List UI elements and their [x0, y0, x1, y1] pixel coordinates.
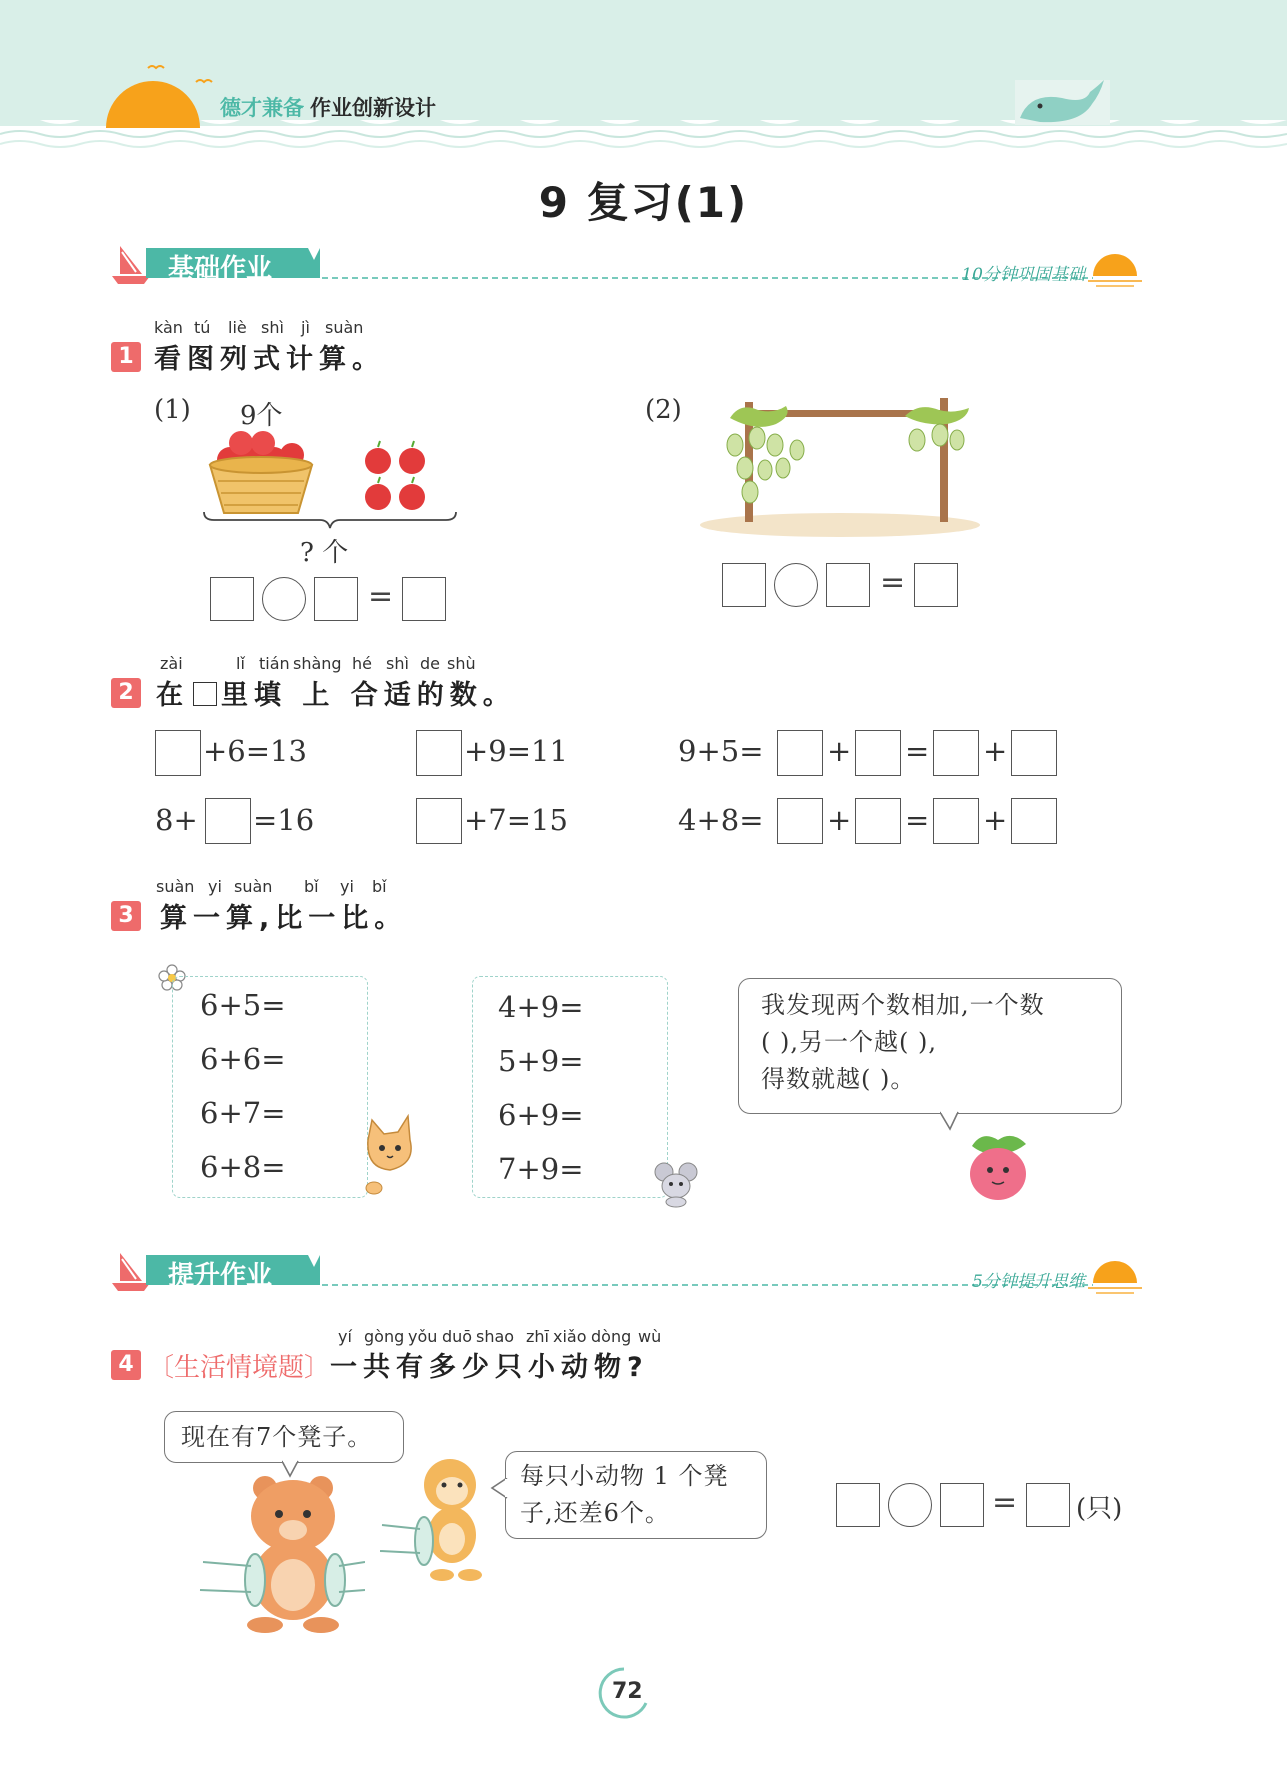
answer-box[interactable]: [836, 1483, 880, 1527]
question-number: 3: [111, 901, 141, 931]
equals-sign: =: [880, 565, 906, 600]
pinyin-syllable: zhī: [526, 1327, 549, 1346]
equation-text: 8+: [155, 803, 198, 837]
pinyin-syllable: zài: [160, 654, 183, 673]
answer-box[interactable]: [155, 730, 201, 776]
pinyin-syllable: dòng: [591, 1327, 632, 1346]
question-text-before: 在: [156, 680, 189, 711]
pinyin-syllable: lǐ: [236, 654, 245, 673]
radish-character-icon: [962, 1128, 1036, 1206]
brand-green-text: 德才兼备: [220, 96, 304, 120]
pinyin-syllable: tián: [259, 654, 290, 673]
answer-box[interactable]: [933, 798, 979, 844]
apples-total-question: ? 个: [300, 538, 349, 568]
mouse-icon: [652, 1160, 700, 1208]
answer-box[interactable]: [1026, 1483, 1070, 1527]
equation-text: 6+8=: [200, 1150, 286, 1184]
bear-with-stools-illustration: [195, 1470, 365, 1635]
answer-box[interactable]: [722, 563, 766, 607]
equation-text: =16: [253, 803, 315, 837]
answer-box[interactable]: [940, 1483, 984, 1527]
answer-box[interactable]: [855, 798, 901, 844]
equals-sign: =: [905, 803, 930, 837]
q2-pinyin: [160, 654, 520, 674]
section-note-basic: 10分钟巩固基础: [961, 265, 1085, 285]
stool-icon: [380, 1517, 433, 1565]
bubble-line: 我发现两个数相加,一个数: [761, 991, 1045, 1019]
bubble-line: 子,还差6个。: [520, 1499, 670, 1527]
pinyin-syllable: gòng: [364, 1327, 405, 1346]
question-number: 4: [111, 1350, 141, 1380]
answer-box[interactable]: [416, 798, 462, 844]
equation-text: 6+6=: [200, 1042, 286, 1076]
pinyin-syllable: hé: [352, 654, 372, 673]
question-text: 算一算,比一比。: [160, 903, 408, 934]
basket-icon: [210, 431, 312, 513]
page-header: [0, 0, 1287, 150]
bubble-line: ( ),另一个越( ),: [761, 1028, 937, 1056]
pinyin-syllable: liè: [228, 318, 247, 337]
equals-sign: =: [368, 579, 394, 614]
question-tag: 〔生活情境题〕: [148, 1353, 331, 1383]
question-text-after: 里填 上 合适的数。: [221, 680, 516, 711]
kitten-icon: [360, 1110, 418, 1200]
speech-bubble-bear: [164, 1411, 404, 1463]
bubble-line: 得数就越( )。: [761, 1065, 916, 1093]
answer-box[interactable]: [933, 730, 979, 776]
pinyin-syllable: xiǎo: [553, 1327, 587, 1346]
operator-circle[interactable]: [262, 577, 306, 621]
plus-sign: +: [827, 734, 852, 768]
answer-box[interactable]: [777, 798, 823, 844]
pinyin-syllable: suàn: [325, 318, 364, 337]
equals-sign: =: [905, 734, 930, 768]
pinyin-syllable: bǐ: [372, 877, 387, 896]
pinyin-syllable: de: [420, 654, 440, 673]
pinyin-syllable: yǒu: [408, 1327, 438, 1346]
section-label-basic: 基础作业: [168, 254, 273, 284]
sub-question-label: (2): [645, 395, 682, 425]
answer-box[interactable]: [402, 577, 446, 621]
question-text: 看图列式计算。: [154, 344, 385, 375]
pinyin-syllable: shù: [447, 654, 476, 673]
operator-circle[interactable]: [774, 563, 818, 607]
q1-pinyin: [154, 318, 384, 338]
question-number: 2: [111, 678, 141, 708]
small-sun-icon: [1088, 1261, 1142, 1293]
page-number: 72: [612, 1679, 643, 1704]
whale-icon: [1015, 80, 1110, 125]
section-label-advanced: 提升作业: [168, 1261, 273, 1291]
answer-box[interactable]: [314, 577, 358, 621]
pinyin-syllable: shì: [261, 318, 284, 337]
sub-question-label: (1): [154, 395, 191, 425]
loose-apples-icon: [365, 441, 425, 510]
question-number: 1: [111, 342, 141, 372]
apples-illustration: [200, 425, 460, 520]
plus-sign: +: [983, 734, 1008, 768]
pinyin-syllable: duō: [442, 1327, 473, 1346]
header-wave-bg: [0, 0, 1287, 150]
sailboat-icon: [112, 1253, 150, 1291]
pinyin-syllable: shì: [386, 654, 409, 673]
bubble-line: 每只小动物 1 个凳: [520, 1462, 729, 1490]
q3-pinyin: [156, 877, 416, 897]
pinyin-syllable: shao: [476, 1327, 515, 1346]
plus-sign: +: [827, 803, 852, 837]
speech-bubble: [738, 978, 1122, 1114]
pinyin-syllable: shàng: [293, 654, 342, 673]
answer-box[interactable]: [205, 798, 251, 844]
pinyin-syllable: jì: [301, 318, 310, 337]
question-text: [156, 673, 516, 712]
equation-text: 4+8=: [678, 803, 764, 837]
pinyin-syllable: wù: [638, 1327, 662, 1346]
equation-text: 6+7=: [200, 1096, 286, 1130]
speech-bubble-monkey: [505, 1451, 767, 1539]
brand-dark-text: 作业创新设计: [310, 96, 436, 120]
answer-box[interactable]: [1011, 798, 1057, 844]
equation-text: 5+9=: [498, 1044, 584, 1078]
pear-trellis-illustration: [695, 390, 985, 540]
answer-box[interactable]: [914, 563, 958, 607]
operator-circle[interactable]: [888, 1483, 932, 1527]
equation-text: 6+9=: [498, 1098, 584, 1132]
bubble-line: 现在有7个凳子。: [181, 1423, 373, 1451]
question-text: 一共有多少只小动物?: [330, 1352, 649, 1383]
pinyin-syllable: suàn: [234, 877, 273, 896]
equation-text: 6+5=: [200, 988, 286, 1022]
unit-label: (只): [1076, 1494, 1123, 1524]
bubble-tail: [490, 1478, 508, 1502]
equation-text: 4+9=: [498, 990, 584, 1024]
monkey-with-stool-illustration: [380, 1455, 500, 1585]
pinyin-syllable: yi: [340, 877, 354, 896]
pinyin-syllable: bǐ: [304, 877, 319, 896]
plus-sign: +: [983, 803, 1008, 837]
equation-text: +7=15: [464, 803, 568, 837]
small-sun-icon: [1088, 254, 1142, 286]
answer-box[interactable]: [777, 730, 823, 776]
answer-box[interactable]: [210, 577, 254, 621]
equation-text: +9=11: [464, 734, 568, 768]
equation-text: 9+5=: [678, 734, 764, 768]
brand-title: [220, 92, 436, 122]
apple-basket-count: 9个: [240, 401, 283, 431]
pinyin-syllable: suàn: [156, 877, 195, 896]
answer-box[interactable]: [1011, 730, 1057, 776]
pinyin-syllable: yí: [338, 1327, 352, 1346]
sailboat-icon: [112, 246, 150, 284]
pinyin-syllable: yi: [208, 877, 222, 896]
answer-box[interactable]: [416, 730, 462, 776]
pinyin-syllable: tú: [194, 318, 211, 337]
q4-pinyin: [338, 1327, 678, 1347]
answer-box[interactable]: [855, 730, 901, 776]
box-symbol: [193, 682, 217, 706]
pinyin-syllable: kàn: [154, 318, 183, 337]
pear-icon: [727, 424, 964, 503]
answer-box[interactable]: [826, 563, 870, 607]
section-note-advanced: 5分钟提升思维: [972, 1272, 1085, 1292]
page-title: 9 复习(1): [538, 178, 749, 227]
brace-icon: [202, 510, 458, 530]
equation-text: +6=13: [203, 734, 307, 768]
equals-sign: =: [992, 1485, 1018, 1520]
bubble-tail: [940, 1111, 964, 1131]
equation-text: 7+9=: [498, 1152, 584, 1186]
